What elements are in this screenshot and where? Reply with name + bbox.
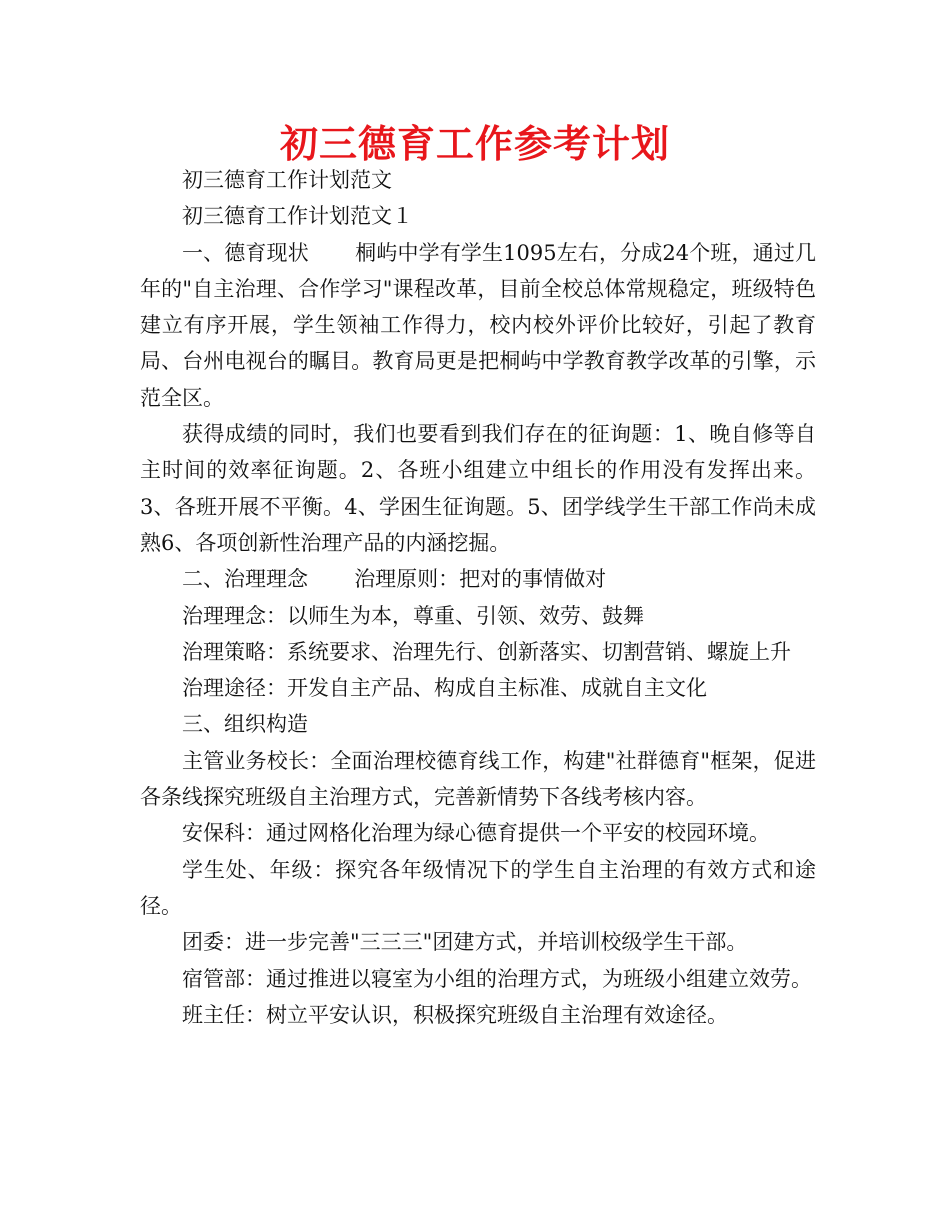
paragraph-text: 宿管部：通过推进以寝室为小组的治理方式，为班级小组建立效劳。 (182, 966, 812, 991)
section-heading (140, 235, 816, 416)
document-body (140, 162, 816, 1033)
section-heading (140, 561, 816, 597)
paragraph-lead: 三、组织构造 (182, 712, 308, 737)
paragraph-text: 班主任：树立平安认识，积极探究班级自主治理有效途径。 (182, 1002, 728, 1027)
paragraph-lead: 一、德育现状 (182, 240, 309, 265)
paragraph-lead: 初三德育工作计划范文１ (182, 204, 413, 229)
paragraph-text: 主管业务校长：全面治理校德育线工作，构建"社群德育"框架，促进各条线探究班级自主治理方式，完善新情势下各线考核内容。 (140, 748, 816, 810)
paragraph (140, 598, 816, 634)
paragraph (140, 852, 816, 925)
paragraph (140, 743, 816, 816)
paragraph (140, 162, 816, 198)
paragraph-text: 治理理念：以师生为本，尊重、引领、效劳、鼓舞 (182, 603, 644, 628)
paragraph-text: 治理途径：开发自主产品、构成自主标准、成就自主文化 (182, 676, 707, 701)
document-title: 初三德育工作参考计划 (279, 122, 670, 166)
paragraph (140, 670, 816, 706)
paragraph (140, 634, 816, 670)
paragraph-text: 获得成绩的同时，我们也要看到我们存在的征询题：1、晚自修等自主时间的效率征询题。2、各班小组建立中组长的作用没有发挥出来。3、各班开展不平衡。4、学困生征询题。5、团学线学生干部工作尚未成熟6、各项创新性治理产品的内涵挖掘。 (140, 422, 816, 555)
paragraph-text: 安保科：通过网格化治理为绿心德育提供一个平安的校园环境。 (182, 821, 770, 846)
section-heading (140, 706, 816, 742)
paragraph (140, 416, 816, 561)
paragraph-lead: 初三德育工作计划范文 (182, 168, 392, 192)
paragraph-text: 治理策略：系统要求、治理先行、创新落实、切割营销、螺旋上升 (182, 639, 791, 664)
paragraph (140, 815, 816, 851)
paragraph (140, 997, 816, 1033)
paragraph-text: 治理原则：把对的事情做对 (354, 567, 607, 592)
paragraph-text: 学生处、年级：探究各年级情况下的学生自主治理的有效方式和途径。 (140, 857, 816, 918)
paragraph-text: 团委：进一步完善"三三三"团建方式，并培训校级学生干部。 (182, 930, 748, 955)
paragraph-text: 桐屿中学有学生1095左右，分成24个班，通过几年的"自主治理、合作学习"课程改革，目前全校总体常规稳定，班级特色建立有序开展，学生领袖工作得力，校内校外评价比较好，引起了教育局、台州电视台的瞩目。教育局更是把桐屿中学教育教学改革的引擎，示范全区。 (140, 240, 816, 410)
paragraph (140, 924, 816, 960)
paragraph (140, 961, 816, 997)
paragraph-lead: 二、治理理念 (182, 567, 308, 592)
paragraph (140, 198, 816, 234)
